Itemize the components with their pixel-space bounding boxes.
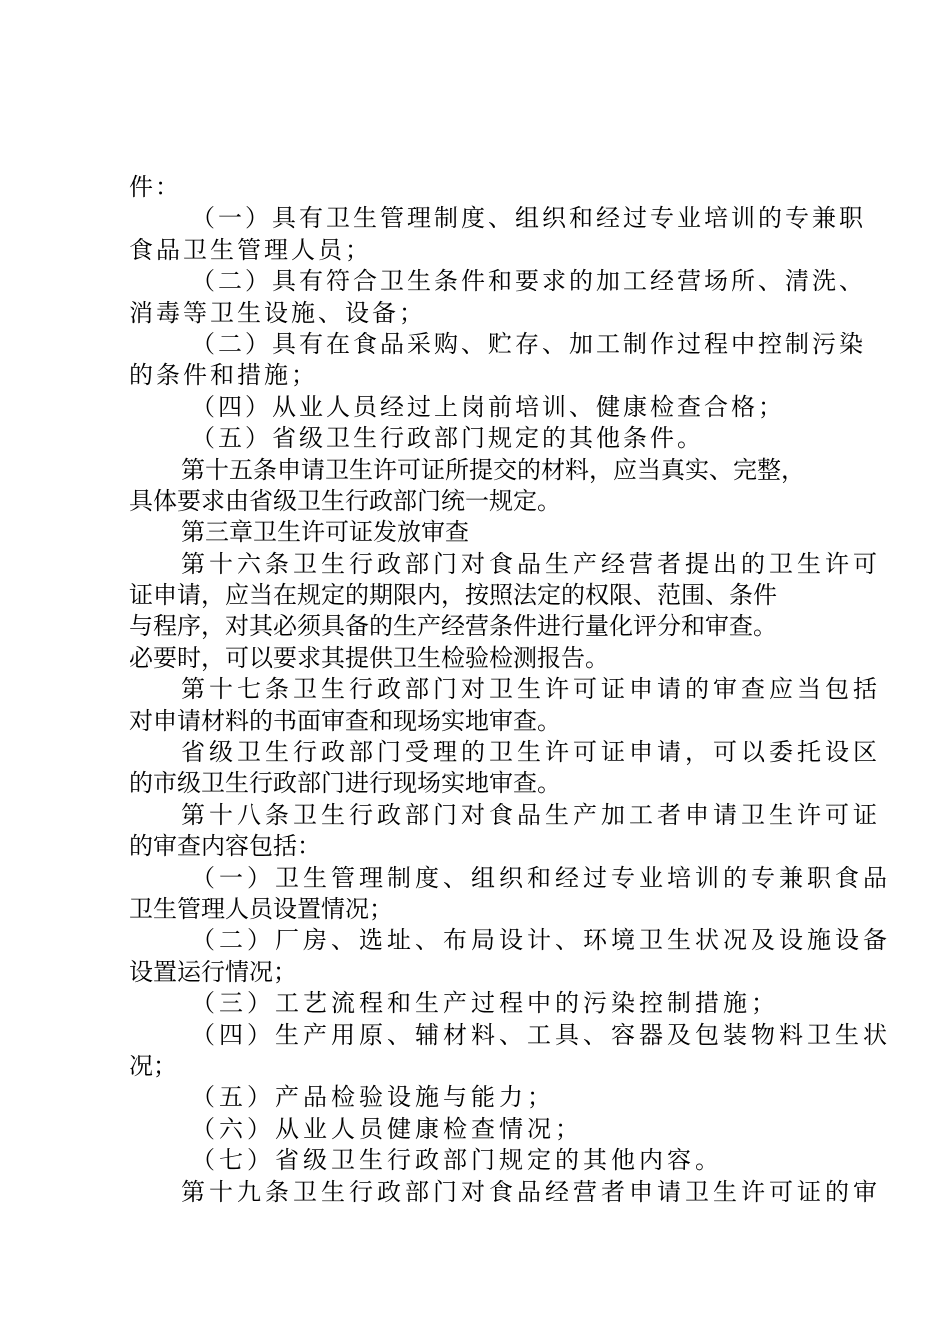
text-line: 况； bbox=[129, 1051, 177, 1080]
text-line: 设置运行情况； bbox=[129, 957, 297, 986]
paragraph-start-line: 第十九条卫生行政部门对食品经营者申请卫生许可证的审 bbox=[181, 1177, 881, 1206]
text-line: 的条件和措施； bbox=[129, 361, 318, 390]
paragraph-start-line: 第十八条卫生行政部门对食品生产加工者申请卫生许可证 bbox=[181, 800, 881, 829]
paragraph-start-line: （五）产品检验设施与能力； bbox=[191, 1083, 555, 1112]
paragraph-start-line: （二）具有符合卫生条件和要求的加工经营场所、清洗、 bbox=[191, 267, 866, 296]
document-body bbox=[129, 172, 891, 1208]
text-line: 消毒等卫生设施、设备； bbox=[129, 298, 426, 327]
paragraph-start-line: （二）厂房、选址、布局设计、环境卫生状况及设施设备 bbox=[191, 926, 891, 955]
text-line: 的市级卫生行政部门进行现场实地审查。 bbox=[129, 769, 561, 798]
paragraph-start-line: （四）生产用原、辅材料、工具、容器及包装物料卫生状 bbox=[191, 1020, 891, 1049]
paragraph-start-line: （五）省级卫生行政部门规定的其他条件。 bbox=[191, 424, 704, 453]
chapter-heading: 第三章卫生许可证发放审查 bbox=[181, 518, 469, 547]
text-line: 对申请材料的书面审查和现场实地审查。 bbox=[129, 706, 561, 735]
text-line: 件： bbox=[129, 173, 181, 201]
paragraph-start-line: （三）工艺流程和生产过程中的污染控制措施； bbox=[191, 989, 779, 1018]
paragraph-start-line: 第十五条申请卫生许可证所提交的材料，应当真实、完整， bbox=[181, 455, 805, 484]
text-line: 具体要求由省级卫生行政部门统一规定。 bbox=[129, 486, 561, 515]
text-line: 的审查内容包括： bbox=[129, 832, 321, 861]
paragraph-start-line: 省级卫生行政部门受理的卫生许可证申请，可以委托设区 bbox=[181, 738, 881, 767]
paragraph-start-line: （四）从业人员经过上岗前培训、健康检查合格； bbox=[191, 392, 785, 421]
paragraph-start-line: 第十六条卫生行政部门对食品生产经营者提出的卫生许可 bbox=[181, 549, 881, 578]
text-line: 必要时，可以要求其提供卫生检验检测报告。 bbox=[129, 643, 609, 672]
paragraph-start-line: （一）卫生管理制度、组织和经过专业培训的专兼职食品 bbox=[191, 863, 891, 892]
paragraph-start-line: （七）省级卫生行政部门规定的其他内容。 bbox=[191, 1146, 723, 1175]
paragraph-start-line: （六）从业人员健康检查情况； bbox=[191, 1114, 583, 1143]
text-line: 食品卫生管理人员； bbox=[129, 235, 372, 264]
paragraph-start-line: （二）具有在食品采购、贮存、加工制作过程中控制污染 bbox=[191, 329, 866, 358]
paragraph-start-line: （一）具有卫生管理制度、组织和经过专业培训的专兼职 bbox=[191, 204, 866, 233]
text-line: 与程序，对其必须具备的生产经营条件进行量化评分和审查。 bbox=[129, 612, 777, 641]
paragraph-start-line: 第十七条卫生行政部门对卫生许可证申请的审查应当包括 bbox=[181, 675, 881, 704]
text-line: 卫生管理人员设置情况； bbox=[129, 894, 393, 923]
text-line: 证申请，应当在规定的期限内，按照法定的权限、范围、条件 bbox=[129, 581, 777, 610]
